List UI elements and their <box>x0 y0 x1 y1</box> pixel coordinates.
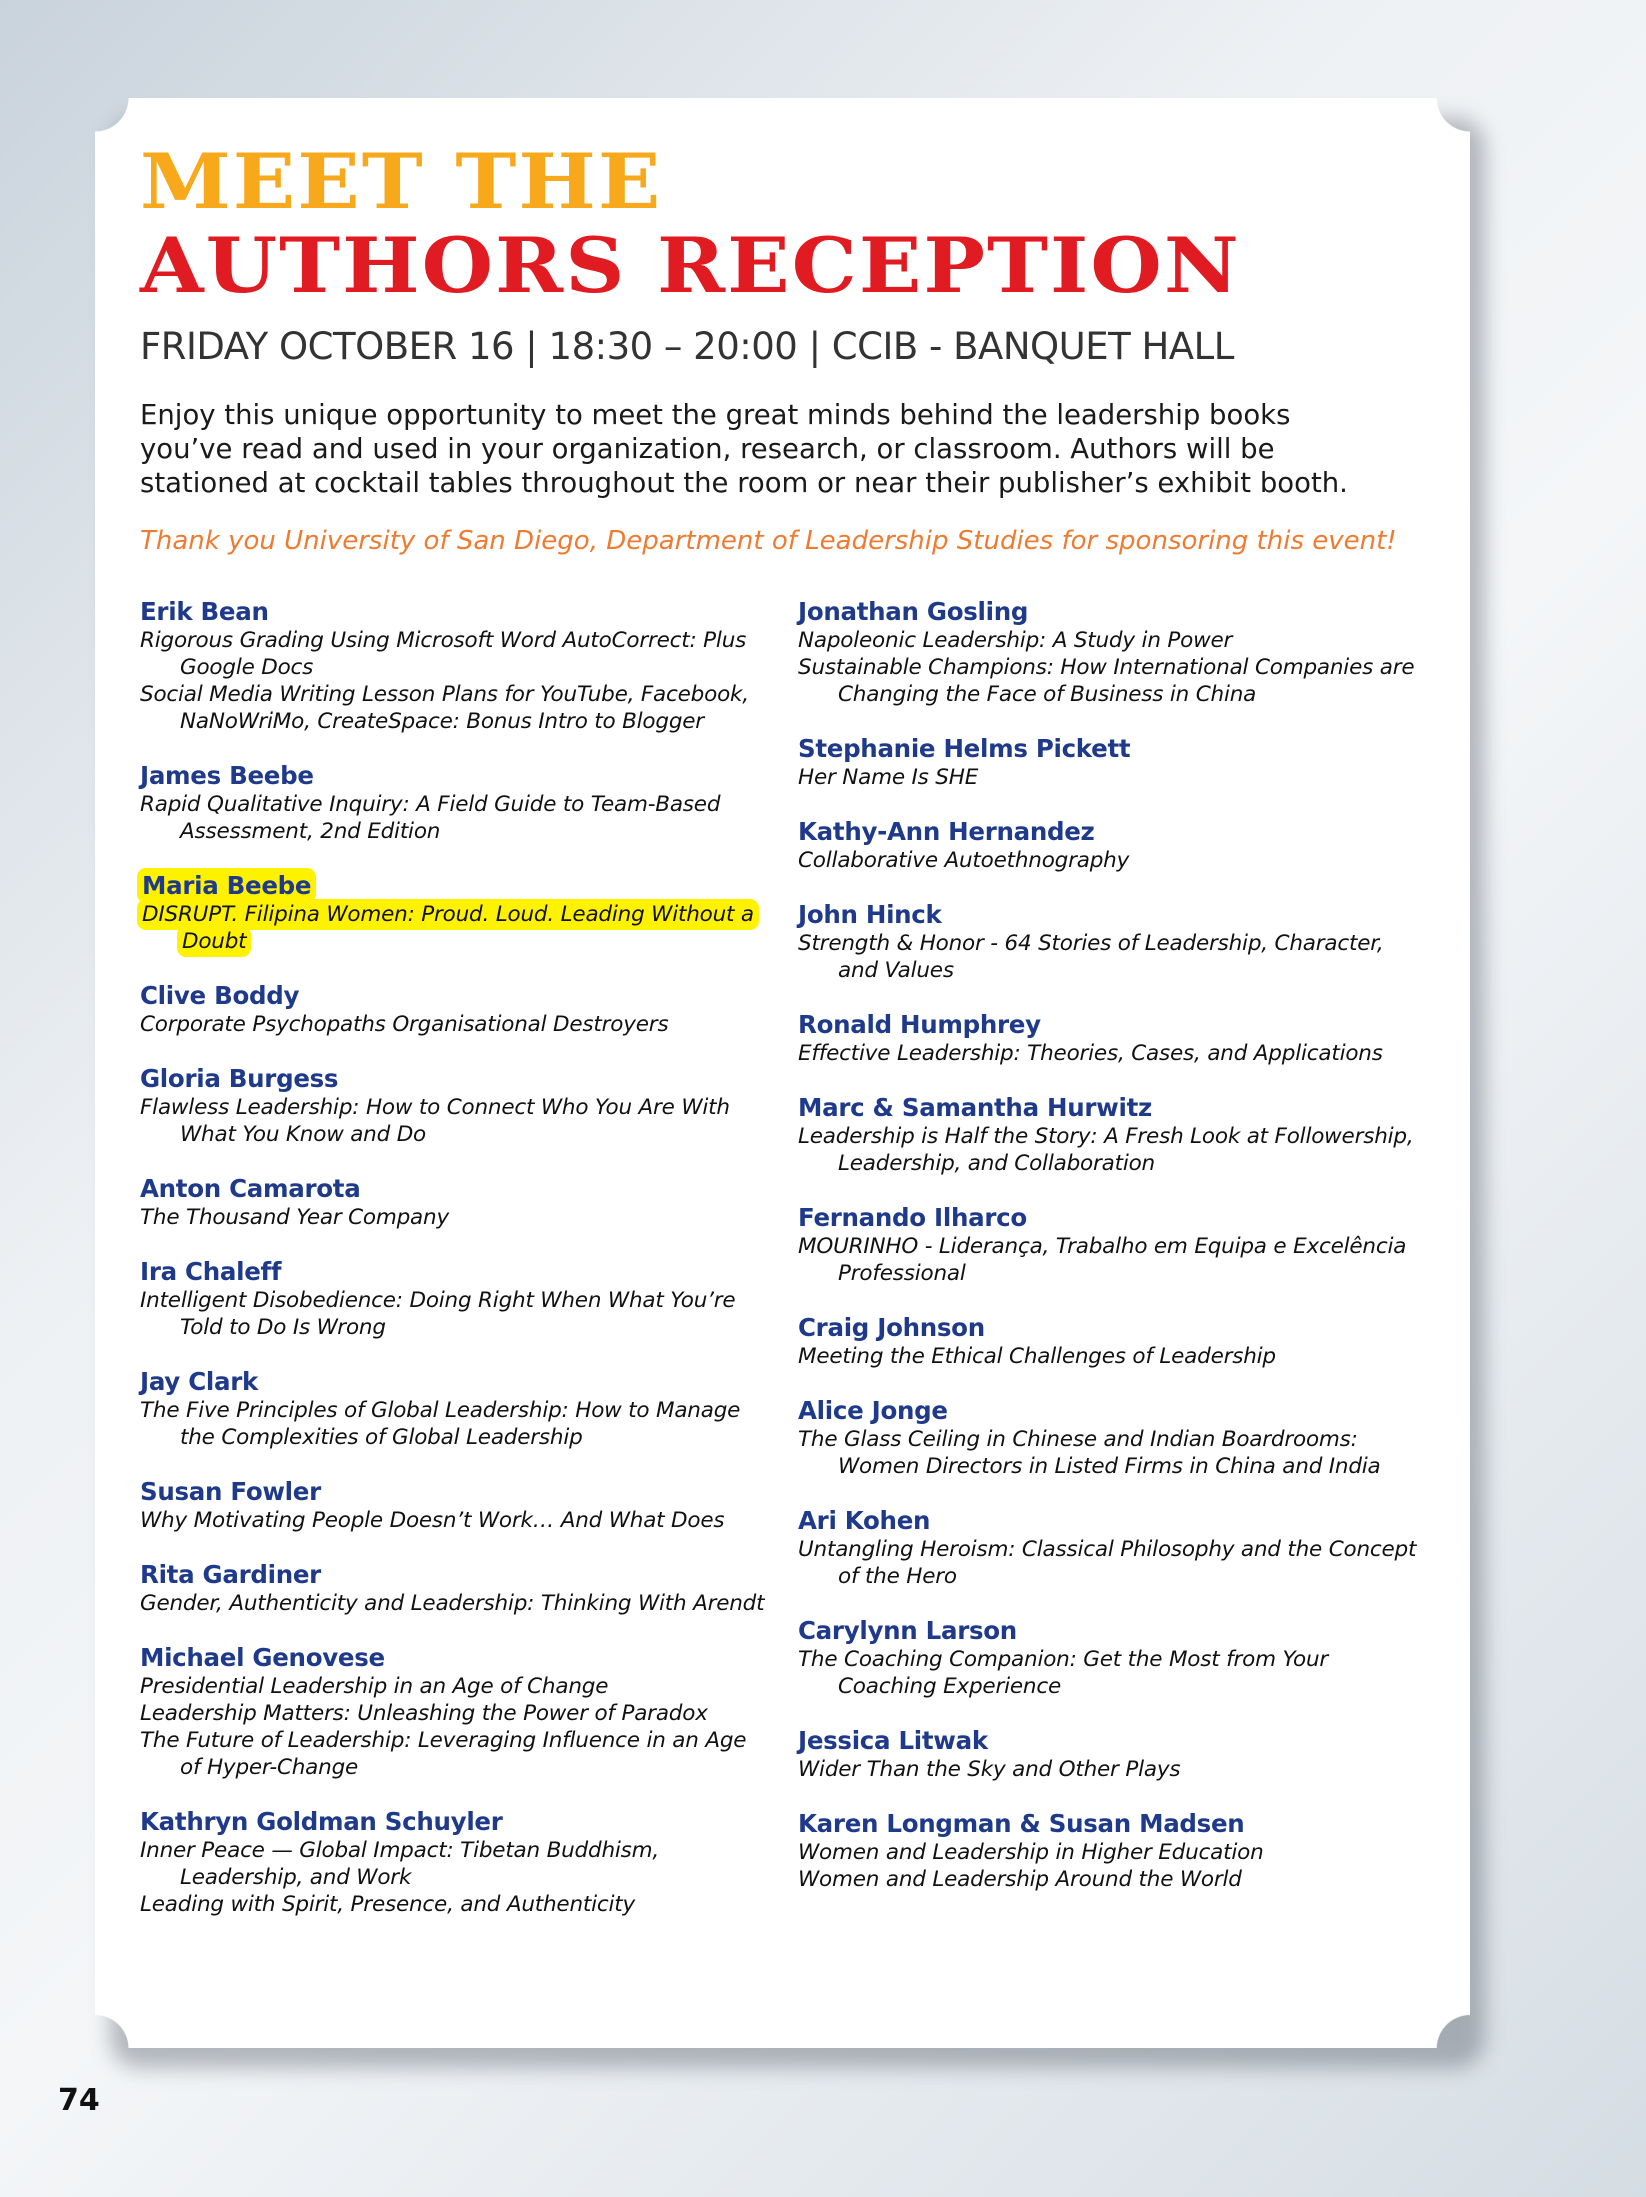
author-entry <box>140 1367 770 1451</box>
author-entry <box>798 1726 1418 1783</box>
book-title: Collaborative Autoethnography <box>798 848 1130 873</box>
author-name: James Beebe <box>140 761 314 790</box>
book-title: Wider Than the Sky and Other Plays <box>798 1757 1181 1782</box>
author-entry <box>798 1203 1418 1287</box>
author-name: Susan Fowler <box>140 1477 321 1506</box>
book-title: Why Motivating People Doesn’t Work… And What Does <box>140 1508 725 1533</box>
author-entry <box>140 1643 770 1781</box>
book-title: The Thousand Year Company <box>140 1205 449 1230</box>
author-name: Jonathan Gosling <box>798 597 1029 626</box>
book-title: Inner Peace — Global Impact: Tibetan Buddhism, Leadership, and Work <box>140 1838 660 1890</box>
author-name: Jay Clark <box>140 1367 258 1396</box>
event-details: FRIDAY OCTOBER 16 | 18:30 – 20:00 | CCIB - BANQUET HALL <box>140 325 1234 368</box>
author-entry <box>140 1174 770 1231</box>
author-entry <box>798 1506 1418 1590</box>
book-title: Leadership is Half the Story: A Fresh Look at Followership, Leadership, and Collaboration <box>798 1124 1414 1176</box>
author-entry <box>798 1809 1418 1893</box>
author-name: Kathy-Ann Hernandez <box>798 817 1095 846</box>
author-name: Anton Camarota <box>140 1174 361 1203</box>
author-name: Marc & Samantha Hurwitz <box>798 1093 1152 1122</box>
book-title: The Coaching Companion: Get the Most from Your Coaching Experience <box>798 1647 1329 1699</box>
author-name: Michael Genovese <box>140 1643 385 1672</box>
book-title: Meeting the Ethical Challenges of Leadership <box>798 1344 1276 1369</box>
highlighted-author-name: Maria Beebe <box>142 871 312 900</box>
author-entry <box>140 1477 770 1534</box>
book-title: Flawless Leadership: How to Connect Who You Are With What You Know and Do <box>140 1095 730 1147</box>
book-title: Effective Leadership: Theories, Cases, and Applications <box>798 1041 1383 1066</box>
book-title: Leading with Spirit, Presence, and Authenticity <box>140 1892 636 1917</box>
book-title: Women and Leadership in Higher Education <box>798 1840 1264 1865</box>
author-name: Ira Chaleff <box>140 1257 282 1286</box>
author-entry <box>798 1616 1418 1700</box>
author-entry <box>140 761 770 845</box>
book-title: Gender, Authenticity and Leadership: Thinking With Arendt <box>140 1591 765 1616</box>
book-title: Napoleonic Leadership: A Study in Power <box>798 628 1233 653</box>
book-title: The Five Principles of Global Leadership: How to Manage the Complexities of Global Leadership <box>140 1398 741 1450</box>
author-entry <box>798 1396 1418 1480</box>
author-name <box>140 871 770 901</box>
author-name: Carylynn Larson <box>798 1616 1017 1645</box>
author-name: Clive Boddy <box>140 981 300 1010</box>
author-entry <box>140 1257 770 1341</box>
author-entry <box>798 1010 1418 1067</box>
book-title: MOURINHO - Liderança, Trabalho em Equipa e Excelência Professional <box>798 1234 1407 1286</box>
book-title: Untangling Heroism: Classical Philosophy and the Concept of the Hero <box>798 1537 1417 1589</box>
book-title: The Glass Ceiling in Chinese and Indian Boardrooms: Women Directors in Listed Firms in China and India <box>798 1427 1381 1479</box>
author-name: Karen Longman & Susan Madsen <box>798 1809 1245 1838</box>
highlighted-book-title: DISRUPT. Filipina Women: Proud. Loud. Leading Without a Doubt <box>142 902 754 954</box>
author-name: Kathryn Goldman Schuyler <box>140 1807 503 1836</box>
author-name: Stephanie Helms Pickett <box>798 734 1131 763</box>
authors-column-left <box>140 597 770 1944</box>
author-entry <box>798 1093 1418 1177</box>
author-entry <box>140 871 770 955</box>
author-name: Rita Gardiner <box>140 1560 321 1589</box>
author-name: Jessica Litwak <box>798 1726 988 1755</box>
author-name: Gloria Burgess <box>140 1064 339 1093</box>
author-name: John Hinck <box>798 900 942 929</box>
author-name: Fernando Ilharco <box>798 1203 1027 1232</box>
book-title <box>140 901 770 955</box>
page-title-line-1: MEET THE <box>140 138 663 227</box>
author-name: Ari Kohen <box>798 1506 931 1535</box>
book-title: Rapid Qualitative Inquiry: A Field Guide to Team-Based Assessment, 2nd Edition <box>140 792 721 844</box>
book-title: Women and Leadership Around the World <box>798 1867 1242 1892</box>
page-number: 74 <box>58 2083 100 2118</box>
book-title: Rigorous Grading Using Microsoft Word AutoCorrect: Plus Google Docs <box>140 628 747 680</box>
book-title: The Future of Leadership: Leveraging Influence in an Age of Hyper-Change <box>140 1728 747 1780</box>
book-title: Sustainable Champions: How International Companies are Changing the Face of Business in China <box>798 655 1415 707</box>
author-entry <box>140 1807 770 1918</box>
author-entry <box>140 1064 770 1148</box>
author-entry <box>140 597 770 735</box>
author-entry <box>798 1313 1418 1370</box>
sponsor-thanks: Thank you University of San Diego, Department of Leadership Studies for sponsoring this event! <box>140 526 1397 556</box>
intro-paragraph: Enjoy this unique opportunity to meet the great minds behind the leadership books you’ve read and used in your organization, research, or classroom. Authors will be stationed at cocktail tables throughout the room or near their publisher’s exhibit booth. <box>140 399 1348 499</box>
book-title: Leadership Matters: Unleashing the Power of Paradox <box>140 1701 708 1726</box>
author-entry <box>798 734 1418 791</box>
author-entry <box>140 981 770 1038</box>
author-name: Alice Jonge <box>798 1396 948 1425</box>
book-title: Intelligent Disobedience: Doing Right When What You’re Told to Do Is Wrong <box>140 1288 736 1340</box>
author-name: Craig Johnson <box>798 1313 985 1342</box>
book-title: Strength & Honor - 64 Stories of Leadership, Character, and Values <box>798 931 1384 983</box>
book-title: Corporate Psychopaths Organisational Destroyers <box>140 1012 669 1037</box>
authors-column-right <box>798 597 1418 1919</box>
book-title: Her Name Is SHE <box>798 765 979 790</box>
author-entry <box>140 1560 770 1617</box>
page-title-line-2: AUTHORS RECEPTION <box>140 222 1241 311</box>
author-entry <box>798 597 1418 708</box>
author-name: Ronald Humphrey <box>798 1010 1041 1039</box>
book-title: Presidential Leadership in an Age of Change <box>140 1674 609 1699</box>
book-title: Social Media Writing Lesson Plans for YouTube, Facebook, NaNoWriMo, CreateSpace: Bonus Intro to Blogger <box>140 682 749 734</box>
author-entry <box>798 900 1418 984</box>
author-entry <box>798 817 1418 874</box>
author-name: Erik Bean <box>140 597 269 626</box>
